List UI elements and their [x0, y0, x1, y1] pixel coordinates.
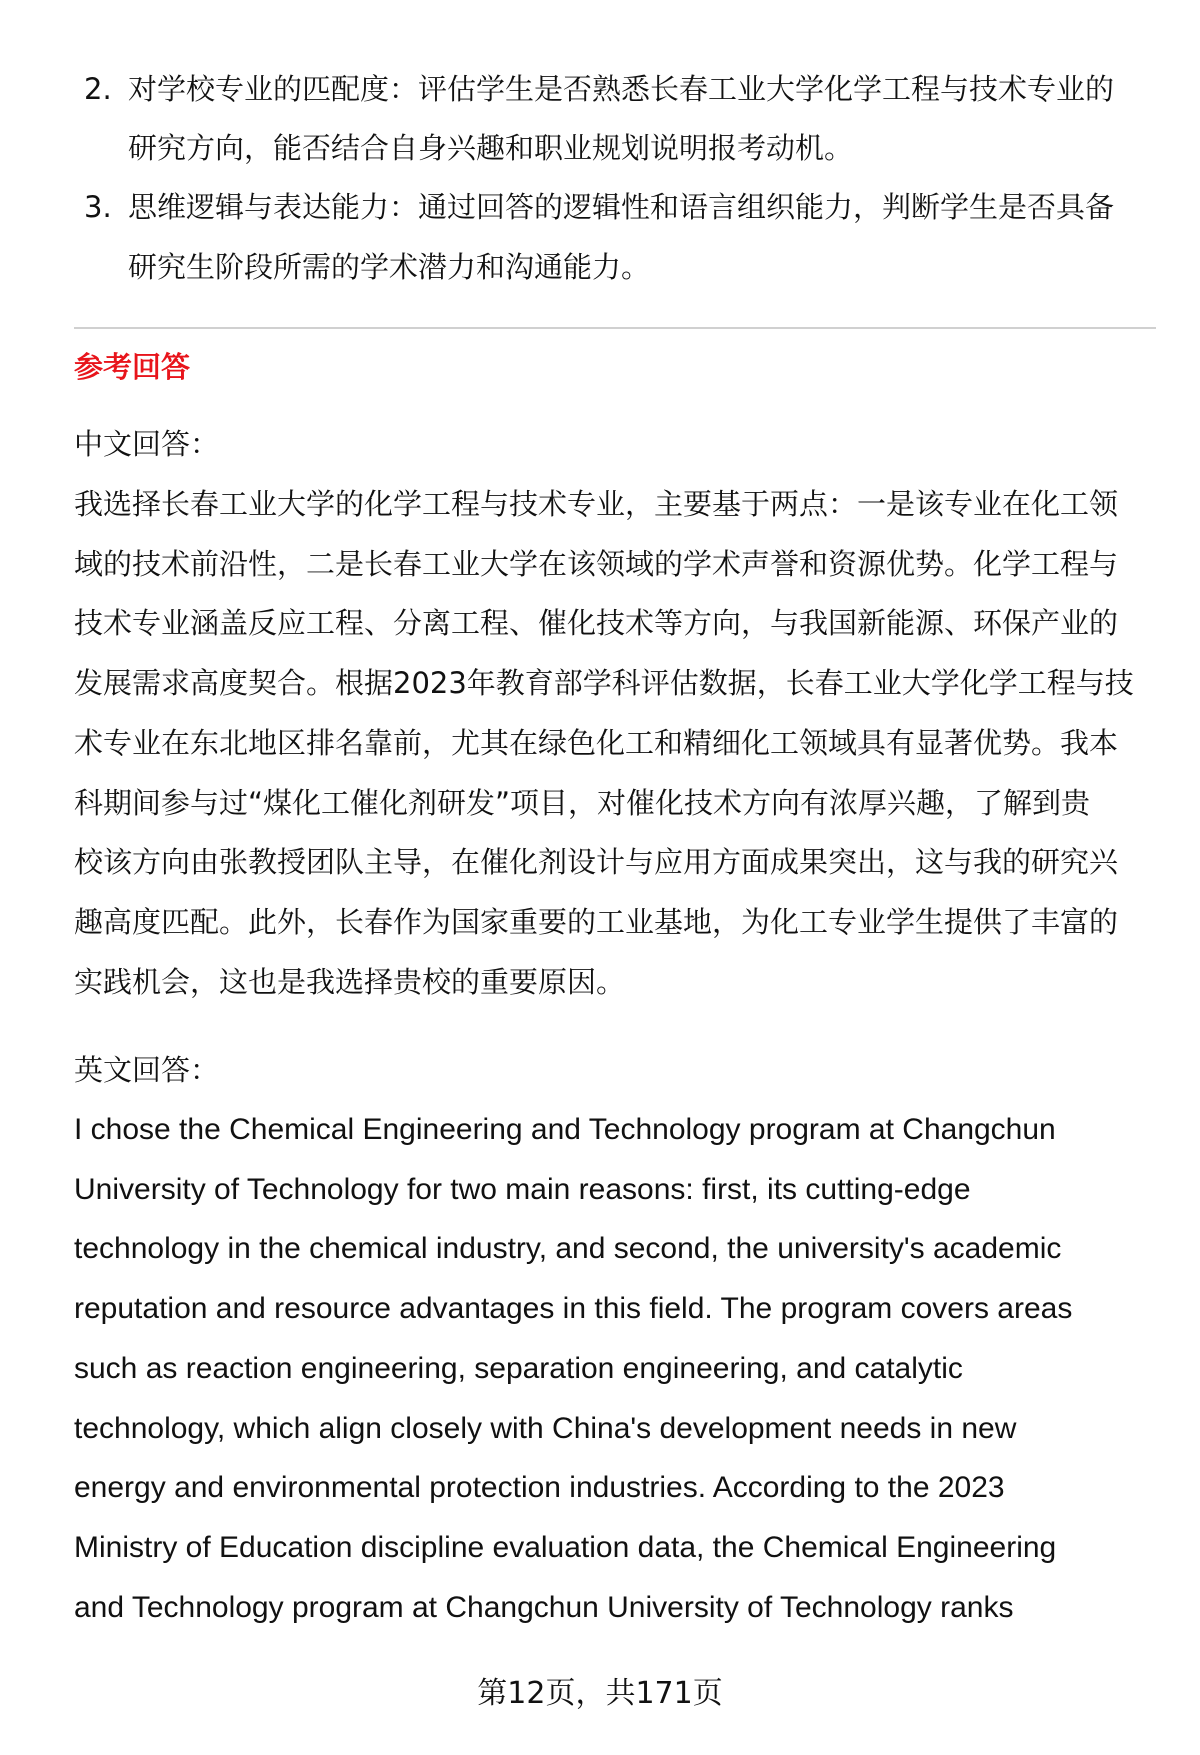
paragraph-line: 我选择长春工业大学的化学工程与技术专业，主要基于两点：一是该专业在化工领 [74, 487, 1119, 521]
paragraph-line: 域的技术前沿性，二是长春工业大学在该领域的学术声誉和资源优势。化学工程与 [74, 546, 1119, 581]
list-number: 3. [84, 190, 112, 224]
paragraph-line: such as reaction engineering, separation engineering, and catalytic [74, 1351, 963, 1385]
paragraph-line: 术专业在东北地区排名靠前，尤其在绿色化工和精细化工领域具有显著优势。我本 [74, 725, 1119, 760]
list-number: 2. [84, 72, 112, 106]
paragraph-line: 实践机会，这也是我选择贵校的重要原因。 [74, 964, 626, 999]
paragraph-line: technology, which align closely with China's development needs in new [74, 1411, 1017, 1445]
paragraph-line: University of Technology for two main reasons: first, its cutting-edge [74, 1172, 971, 1206]
english-answer-label: 英文回答： [74, 1053, 220, 1087]
section-title: 参考回答 [74, 350, 191, 384]
list-item-text: 研究生阶段所需的学术潜力和沟通能力。 [128, 250, 651, 284]
paragraph-line: 校该方向由张教授团队主导，在催化剂设计与应用方面成果突出，这与我的研究兴 [74, 845, 1119, 880]
list-item-text: 对学校专业的匹配度：评估学生是否熟悉长春工业大学化学工程与技术专业的 [128, 72, 1115, 106]
paragraph-line: 趣高度匹配。此外，长春作为国家重要的工业基地，为化工专业学生提供了丰富的 [74, 904, 1119, 939]
paragraph-line: 发展需求高度契合。根据2023年教育部学科评估数据，长春工业大学化学工程与技 [74, 666, 1134, 701]
chinese-answer-label: 中文回答： [74, 427, 220, 461]
page-number: 第12页，共171页 [477, 1676, 723, 1711]
paragraph-line: energy and environmental protection industries. According to the 2023 [74, 1471, 1005, 1505]
paragraph-line: and Technology program at Changchun University of Technology ranks [74, 1590, 1014, 1624]
list-item-text: 思维逻辑与表达能力：通过回答的逻辑性和语言组织能力，判断学生是否具备 [128, 190, 1115, 224]
paragraph-line: I chose the Chemical Engineering and Technology program at Changchun [74, 1113, 1056, 1146]
paragraph-line: reputation and resource advantages in this field. The program covers areas [74, 1292, 1073, 1326]
list-item-text: 研究方向，能否结合自身兴趣和职业规划说明报考动机。 [128, 131, 854, 165]
section-divider [74, 327, 1156, 329]
paragraph-line: technology in the chemical industry, and second, the university's academic [74, 1232, 1062, 1266]
paragraph-line: Ministry of Education discipline evaluation data, the Chemical Engineering [74, 1530, 1057, 1564]
paragraph-line: 科期间参与过“煤化工催化剂研发”项目，对催化技术方向有浓厚兴趣，了解到贵 [74, 785, 1091, 820]
paragraph-line: 技术专业涵盖反应工程、分离工程、催化技术等方向，与我国新能源、环保产业的 [74, 606, 1119, 641]
